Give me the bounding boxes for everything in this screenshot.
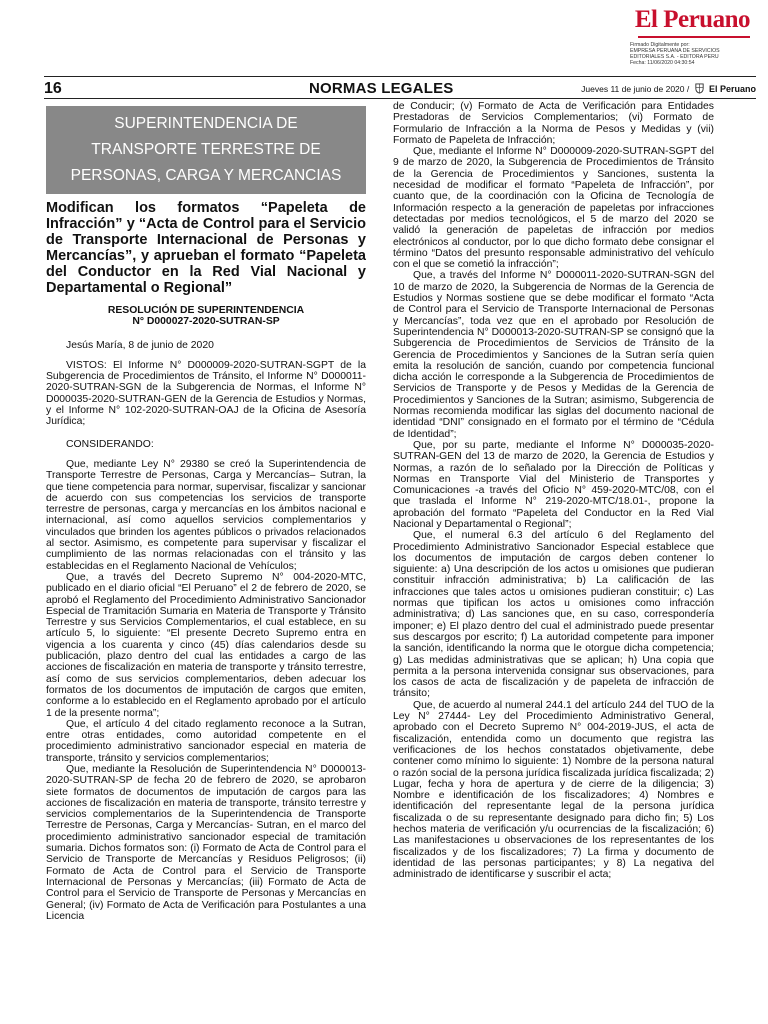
document-title: Modifican los formatos “Papeleta de Infracción” y “Acta de Control para el Servicio de Transporte Internacional de Personas y Mercancías”, y aprueban el formato “Papeleta del Conductor en la Red Vial Nacional y Departamental o Regional” [46, 200, 366, 296]
signature-line: Fecha: 11/06/2020 04:30:54 [630, 60, 695, 67]
body-paragraph: Que, mediante el Informe N° D000009-2020-SUTRAN-SGPT del 9 de marzo de 2020, la Subgerencia de Procedimientos de Tránsito de la Gerencia de Procedimientos y Sanciones, sustenta la necesidad de modificar el formato “Papeleta de Infracción”, por cuanto que, de la coordinación con la Oficina de Tecnología de Información respecto a la generación de papeletas por infracciones detectadas por medios tecnológicos, el 5 de marzo del 2020 se validó la generación de papeletas de infracción por medios electrónicos al conductor, por lo que dicho formato debe consignar el término “Datos del presunto responsable administrativo del vehículo con el que se cometió la infracción”; [393, 146, 714, 271]
signature-line: EDITORIALES S.A. - EDITORA PERU [630, 54, 719, 61]
page-header [44, 80, 756, 98]
body-paragraph: Que, por su parte, mediante el Informe N° D000035-2020-SUTRAN-GEN del 13 de marzo de 2020, la Gerencia de Estudios y Normas, a razón de lo señalado por la Dirección de Políticas y Normas en Transporte Vial del Ministerio de Transportes y Comunicaciones -a través del Oficio N° 459-2020-MTC/08, con el que traslada el Informe N° 219-2020-MTC/18.01-, propone la aprobación del formato “Papeleta del Conductor en la Red Vial Nacional y Departamental o Regional”; [393, 439, 714, 530]
agency-banner [46, 106, 366, 194]
body-paragraph: Que, mediante la Resolución de Superintendencia N° D000013-2020-SUTRAN-SP de fecha 20 de febrero de 2020, se aprobaron siete formatos de documentos de imputación de cargos para las acciones de fiscalización en materia de transporte, tránsito terrestre y servicios complementarios de la Superintendencia de Transporte Terrestre de Personas, Carga y Mercancías- Sutran, en el marco del procedimiento administrativo sancionador especial de tramitación sumaria. Dichos formatos son: (i) Formato de Acta de Control para el Servicio de Transporte de Mercancías y Residuos Peligrosos; (ii) Formato de Acta de Control para el Servicio de Transporte Internacional de Personas y Mercancías; (iii) Formato de Acta de Control para el Servicio de Transporte de Personas y Mercancías en General; (iv) Formato de Acta de Verificación para Postulantes a una Licencia [46, 763, 366, 922]
digital-signature [630, 42, 756, 66]
resolution-title [46, 305, 366, 328]
publication-name: El Peruano [708, 84, 756, 94]
agency-line: SUPERINTENDENCIA DE [114, 115, 298, 132]
resolution-line: RESOLUCIÓN DE SUPERINTENDENCIA [107, 305, 305, 316]
header-bottom-rule [44, 98, 756, 99]
section-title: NORMAS LEGALES [309, 80, 454, 97]
brand-logo: El Peruano [634, 6, 750, 33]
resolution-number: N° D000027-2020-SUTRAN-SP [132, 316, 280, 328]
signature-line: Firmado Digitalmente por: [630, 42, 690, 48]
header-top-rule [44, 76, 756, 77]
body-paragraph: Que, mediante Ley N° 29380 se creó la Superintendencia de Transporte Terrestre de Personas, Carga y Mercancías– Sutran, la que tiene competencia para normar, supervisar, fiscalizar y sancionar de acuerdo con sus competencias los servicios de transporte terrestre de personas, carga y mercancías en los ámbitos nacional e internacional, así como aquellos servicios complementarios y vinculados que brinden los agentes públicos o privados relacionados al sector. Asimismo, es competente para supervisar y fiscalizar el cumplimiento de las normas relacionadas con el tránsito y las establecidas en el Reglamento Nacional de Vehículos; [46, 458, 366, 572]
body-paragraph: Que, a través del Decreto Supremo N° 004-2020-MTC, publicado en el diario oficial “El Peruano” el 2 de febrero de 2020, se aprobó el Reglamento del Procedimiento Administrativo Sancionador Especial de Tramitación Sumaria en Materia de Transporte y Tránsito Terrestre y sus Servicios Complementarios, el cual establece, en su artículo 5, lo siguiente: “El presente Decreto Supremo entra en vigencia a los cuarenta y cinco (45) días calendarios desde su publicación, plazo dentro del cual las entidades a cargo de las acciones de fiscalización en materia de transporte y tránsito terrestre, así como de sus servicios complementarios, deben adecuar los formatos de los documentos de imputación de cargos que emiten, conforme a lo establecido en el Reglamento aprobado por el artículo 1 de la presente norma”; [46, 571, 366, 719]
signature-line: EMPRESA PERUANA DE SERVICIOS [630, 48, 720, 55]
vistos-paragraph: VISTOS: El Informe N° D000009-2020-SUTRAN-SGPT de la Subgerencia de Procedimientos de Tránsito, el Informe N° D000011-2020-SUTRAN-SGN de la Subgerencia de Normas, el Informe N° D000035-2020-SUTRAN-GEN de la Gerencia de Estudios y Normas, y el Informe N° 102-2020-SUTRAN-OAJ de la Oficina de Asesoría Jurídica; [46, 359, 366, 428]
body-paragraph: Que, de acuerdo al numeral 244.1 del artículo 244 del TUO de la Ley N° 27444- Ley del Procedimiento Administrativo General, aprobado con el Decreto Supremo N° 004-2019-JUS, el acta de fiscalización, entendida como un documento que registra las verificaciones de los hechos constatados objetivamente, debe contener como mínimo lo siguiente: 1) Nombre de la persona natural o razón social de la persona jurídica fiscalizada jurídica fiscalizada; 2) Lugar, fecha y hora de apertura y de cierre de la diligencia; 3) Nombre e identificación de los fiscalizadores; 4) Nombres e identificación del representante legal de la persona jurídica fiscalizada o de su representante designado para dicho fin; 5) Los hechos materia de verificación y/u ocurrencias de la fiscalización; 6) Las manifestaciones u observaciones de los representantes de los fiscalizados y de los fiscalizadores; 7) La firma y documento de identidad de las personas participantes; y 8) La negativa del administrado de identificarse y suscribir el acta; [393, 699, 714, 881]
agency-line: TRANSPORTE TERRESTRE DE [91, 141, 321, 158]
coat-of-arms-icon [694, 83, 705, 94]
agency-line: PERSONAS, CARGA Y MERCANCIAS [70, 167, 342, 184]
continued-paragraph: de Conducir; (v) Formato de Acta de Verificación para Entidades Prestadoras de Servicios Complementarios; (vi) Formato de Formulario de Infracción a la Norma de Pesos y Medidas y (vii) Formato de Papeleta de Infracción; [393, 101, 714, 146]
considerando-heading: CONSIDERANDO: [66, 438, 154, 450]
masthead [596, 6, 756, 68]
page-number: 16 [44, 80, 62, 97]
right-column [393, 101, 714, 880]
body-paragraph: Que, a través del Informe N° D000011-2020-SUTRAN-SGN del 10 de marzo de 2020, la Subgerencia de Normas de la Gerencia de Estudios y Normas sostiene que se debe modificar el formato “Acta de Control para el Servicio de Transporte Internacional de Personas y Mercancías”, toda vez que en el aprobado por Resolución de Superintendencia N° D000013-2020-SUTRAN-SP se consignó que la Subgerencia de Procedimientos de Servicios de Tránsito de la Gerencia de Procedimientos y Sanciones de la Sutran sería quien emita la resolución de sanción, cuando por competencia funcional dicha acción le corresponde a la Subgerencia de Procedimientos de Servicios de Transporte y de Pesos y Medidas de la Gerencia de Procedimientos y Sanciones de la Sutran; asimismo, Subgerencia de Normas recomienda modificar las siglas del documento nacional de identidad “DNI” consignado en el formato por el término de “Cédula de Identidad”; [393, 270, 714, 440]
issue-date: Jueves 11 de junio de 2020 / [581, 84, 690, 94]
body-paragraph: Que, el artículo 4 del citado reglamento reconoce a la Sutran, entre otras entidades, como autoridad competente en el procedimiento administrativo sancionador especial en materia de transporte, tránsito y servicios complementarios; [46, 718, 366, 764]
brand-underline [638, 36, 750, 38]
body-paragraph: Que, el numeral 6.3 del artículo 6 del Reglamento del Procedimiento Administrativo Sancionador Especial establece que los documentos de imputación de cargos deben contener lo siguiente: a) Una descripción de los actos u omisiones que pudieran constituir infracción administrativa; b) La calificación de las infracciones que tales actos u omisiones pudieran constituir; c) Las normas que tipifican los actos u omisiones como infracción administrativa; d) Las sanciones que, en su caso, correspondería imponer; e) El plazo dentro del cual el administrado puede presentar sus descargos por escrito; f) La autoridad competente para imponer la sanción, identificando la norma que le otorgue dicha competencia; g) Las medidas administrativas que se aplican; h) Una copia que permita a la persona intervenida consignar sus observaciones, para los casos de acta de fiscalización y de papeleta de infracción de tránsito; [393, 530, 714, 700]
header-right [581, 83, 756, 94]
left-column [46, 104, 366, 922]
place-date: Jesús María, 8 de junio de 2020 [66, 339, 214, 351]
